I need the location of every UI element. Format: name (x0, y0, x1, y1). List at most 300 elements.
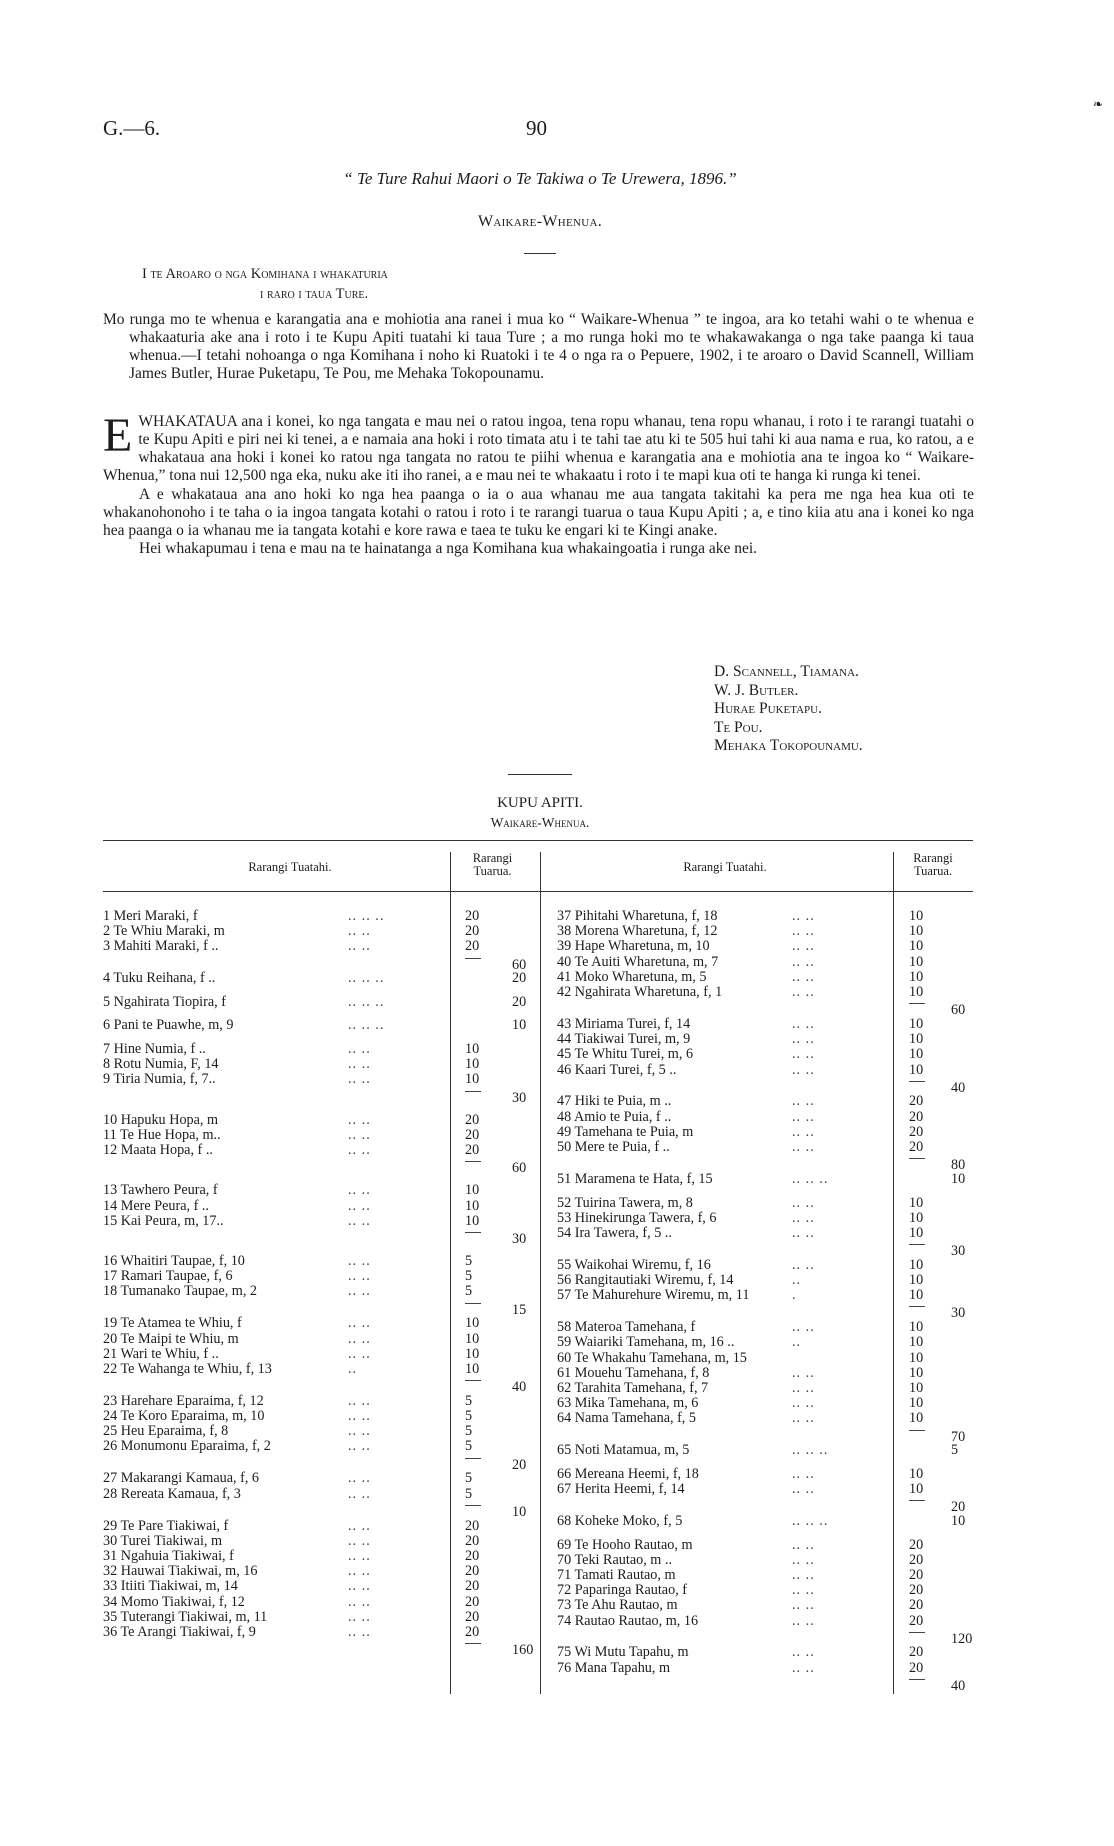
leader-dots: .. .. (792, 1597, 815, 1614)
owner-name: 47 Hiki te Puia, m .. (557, 1093, 672, 1110)
owner-name: 25 Heu Eparaima, f, 8 (103, 1423, 229, 1440)
schedule-row (557, 1334, 902, 1350)
share-value: 20 (465, 1142, 480, 1159)
owner-name: 26 Monumonu Eparaima, f, 2 (103, 1438, 271, 1455)
order-paragraph-1-text: WHAKATAUA ana i konei, ko nga tangata e mau nei o ratou ingoa, tena ropu whanau, tena ropu whanau, i roto i te rarangi tuatahi o te Kupu Apiti e piri nei ki tenei, a e namaia ana hoki i roto timata atu i te tahi tae atu ki te 505 hui tahi ki aua nama e rua, ko ratou, a e whakataua ana hoki i konei ko ratou nga tangata no ratou te piihi whenua e karangatia ana e mohiotia ana te ingoa ko “ Waikare-Whenua,” tona nui 12,500 nga eka, nuku ake iti iho ranei, a e mau nei te whakaatu i roto i te mapi kua oti te hanga ki runga ki tenei. (103, 413, 974, 485)
group-total: 30 (512, 1089, 527, 1106)
share-value: 10 (909, 1272, 924, 1289)
col-header-line-2: Tuarua. (473, 864, 512, 879)
group-total: 60 (512, 956, 527, 973)
schedule-row (103, 1331, 448, 1347)
share-value: 10 (909, 908, 924, 924)
schedule-row (557, 1016, 902, 1032)
left-col-second-header (450, 852, 535, 878)
share-value: 20 (465, 1111, 480, 1128)
leader-dots: .. .. (348, 1608, 371, 1625)
col-header-line-1: Rarangi (913, 851, 953, 865)
signer: D. Scannell, Tiamana. (714, 663, 859, 680)
group-total: 40 (512, 1379, 527, 1396)
schedule-row (557, 1272, 902, 1288)
share-value: 20 (909, 1536, 924, 1553)
signer: Te Pou. (714, 718, 763, 736)
leader-dots: .. .. (348, 1056, 371, 1073)
leader-dots: .. .. (348, 1438, 371, 1455)
schedule-row (557, 908, 902, 924)
schedule-row (103, 1361, 448, 1377)
leader-dots: .. .. (792, 1319, 815, 1336)
leader-dots: .. .. (348, 1268, 371, 1285)
paper-reference: G.—6. (103, 116, 161, 140)
schedule-row (103, 1518, 448, 1534)
share-value: 5 (465, 1485, 473, 1502)
group-total: 10 (512, 1503, 527, 1520)
owner-name: 67 Herita Heemi, f, 14 (557, 1481, 685, 1498)
leader-dots: .. .. (348, 1197, 371, 1214)
schedule-row (103, 938, 448, 954)
owner-name: 30 Turei Tiakiwai, m (103, 1532, 223, 1549)
owner-name: 38 Morena Wharetuna, f, 12 (557, 923, 718, 940)
right-col-second-header (893, 852, 973, 878)
act-title: “ Te Ture Rahui Maori o Te Takiwa o Te Urewera, 1896.” (343, 169, 737, 188)
leader-dots: .. .. (792, 953, 815, 970)
group-total: 160 (512, 1642, 534, 1659)
heading-line-2: i raro i taua Ture. (260, 286, 369, 302)
owner-name: 1 Meri Maraki, f (103, 908, 198, 924)
share-value: 20 (909, 1093, 924, 1110)
schedule-row (557, 984, 902, 1000)
total-dash (909, 1632, 925, 1633)
heading-line-1: I te Aroaro o nga Komihana i whakaturia (142, 266, 388, 282)
leader-dots: .. .. (792, 1046, 815, 1063)
drop-cap: E (103, 409, 133, 462)
schedule-row (557, 1093, 902, 1109)
leader-dots: .. .. (348, 1408, 371, 1425)
share-value: 5 (465, 1423, 473, 1440)
share-value: 20 (465, 1593, 480, 1610)
schedule-row (103, 1253, 448, 1269)
schedule-row (103, 1041, 448, 1057)
owner-name: 65 Noti Matamua, m, 5 (557, 1442, 690, 1459)
leader-dots: .. .. .. (792, 1512, 829, 1529)
owner-name: 52 Tuirina Tawera, m, 8 (557, 1194, 693, 1211)
share-value: 10 (465, 1182, 480, 1199)
leader-dots: .. .. (792, 1395, 815, 1412)
schedule-row (557, 1210, 902, 1226)
owner-name: 36 Te Arangi Tiakiwai, f, 9 (103, 1623, 256, 1640)
owner-name: 23 Harehare Eparaima, f, 12 (103, 1392, 264, 1409)
schedule-row (103, 1486, 448, 1502)
share-value: 10 (909, 1061, 924, 1078)
owner-name: 59 Waiariki Tamehana, m, 16 .. (557, 1334, 735, 1351)
share-value: 10 (909, 1319, 924, 1336)
group-total: 60 (512, 1160, 527, 1177)
schedule-row (557, 1046, 902, 1062)
share-value: 10 (909, 1364, 924, 1381)
schedule-row (557, 969, 902, 985)
schedule-row (557, 1380, 902, 1396)
schedule-row (103, 1142, 448, 1158)
group-total: 10 (951, 1170, 966, 1187)
schedule-title: KUPU APITI. (497, 795, 583, 811)
share-value: 10 (909, 1379, 924, 1396)
leader-dots: .. .. (348, 1563, 371, 1580)
owner-name: 40 Te Auiti Wharetuna, m, 7 (557, 953, 719, 970)
owner-name: 75 Wi Mutu Tapahu, m (557, 1644, 689, 1661)
share-value: 10 (909, 1334, 924, 1351)
leader-dots: .. .. (792, 923, 815, 940)
table-header-rule (103, 891, 973, 892)
owner-name: 72 Paparinga Rautao, f (557, 1582, 688, 1599)
leader-dots: .. .. (348, 1345, 371, 1362)
share-value: 10 (909, 1287, 924, 1304)
leader-dots: .. .. (792, 1659, 815, 1676)
schedule-row (557, 1537, 902, 1553)
schedule-row (557, 1109, 902, 1125)
owner-name: 70 Teki Rautao, m .. (557, 1551, 672, 1568)
order-paragraph-1 (103, 409, 974, 486)
schedule-row (103, 1609, 448, 1625)
title-rule (524, 253, 556, 254)
leader-dots: .. .. (792, 1224, 815, 1241)
signer: W. J. Butler. (714, 681, 799, 699)
owner-name: 56 Rangitautiaki Wiremu, f, 14 (557, 1272, 734, 1289)
schedule-row (557, 954, 902, 970)
leader-dots: .. .. (348, 1532, 371, 1549)
owner-name: 22 Te Wahanga te Whiu, f, 13 (103, 1360, 272, 1377)
leader-dots: .. .. (792, 1644, 815, 1661)
leader-dots: .. .. .. (792, 1442, 829, 1459)
col-header-line-2: Tuarua. (913, 864, 953, 879)
owner-name: 21 Wari te Whiu, f .. (103, 1345, 219, 1362)
schedule-row (103, 1408, 448, 1424)
share-value: 5 (465, 1268, 473, 1285)
share-value: 20 (465, 938, 480, 955)
owner-name: 74 Rautao Rautao, m, 16 (557, 1612, 699, 1629)
schedule-row (103, 1268, 448, 1284)
share-value: 10 (909, 1410, 924, 1427)
owner-name: 5 Ngahirata Tiopira, f (103, 993, 226, 1010)
schedule-row (103, 1624, 448, 1640)
leader-dots: .. (348, 1360, 358, 1377)
total-dash (465, 1643, 481, 1644)
schedule-row (557, 1481, 902, 1497)
share-value: 20 (465, 908, 480, 924)
leader-dots: .. .. .. (348, 993, 385, 1010)
schedule-row (103, 1393, 448, 1409)
group-total: 30 (512, 1230, 527, 1247)
leader-dots: .. .. (348, 1330, 371, 1347)
schedule-row (557, 1350, 902, 1366)
schedule-row (557, 923, 902, 939)
share-value: 10 (909, 1015, 924, 1032)
owner-name: 64 Nama Tamehana, f, 5 (557, 1410, 696, 1427)
preamble-text: Mo runga mo te whenua e karangatia ana e mohiotia ana ranei i mua ko “ Waikare-Whenua ” te ingoa, ara ko tetahi wahi o te whenua e whakaaturia ake ana i roto i te Kupu Apiti tuatahi ki taua Ture ; a mo runga hoki mo te whakawakanga o nga take paanga ki taua whenua.—I tetahi nohoanga o nga Komihana i noho ki Ruatoki i te 4 o nga ra o Pepuere, 1902, i te aroaro o David Scannell, William James Butler, Hurae Puketapu, Te Pou, me Mehaka Tokopounamu. (103, 311, 974, 383)
owner-name: 71 Tamati Rautao, m (557, 1566, 676, 1583)
owner-name: 3 Mahiti Maraki, f .. (103, 938, 219, 955)
owner-name: 73 Te Ahu Rautao, m (557, 1597, 678, 1614)
corner-mark: ❧ (1093, 97, 1104, 111)
owner-name: 58 Materoa Tamehana, f (557, 1319, 696, 1336)
share-value: 20 (909, 1108, 924, 1125)
schedule-row (103, 908, 448, 924)
share-value: 10 (465, 1360, 480, 1377)
signer: Hurae Puketapu. (714, 700, 822, 718)
owner-name: 68 Koheke Moko, f, 5 (557, 1512, 683, 1529)
share-value: 20 (909, 1659, 924, 1676)
schedule-row (557, 1567, 902, 1583)
share-value: 10 (465, 1330, 480, 1347)
group-total: 20 (951, 1499, 966, 1516)
leader-dots: .. .. (792, 1536, 815, 1553)
owner-name: 66 Mereana Heemi, f, 18 (557, 1465, 699, 1482)
left-col-first-header: Rarangi Tuatahi. (248, 860, 332, 874)
signatories (714, 663, 863, 756)
share-value: 20 (465, 1532, 480, 1549)
owner-name: 12 Maata Hopa, f .. (103, 1142, 213, 1159)
owner-name: 2 Te Whiu Maraki, m (103, 923, 225, 940)
schedule-row (557, 1613, 902, 1629)
share-value: 10 (465, 1315, 480, 1332)
total-dash (465, 1458, 481, 1459)
leader-dots: .. .. (348, 1423, 371, 1440)
leader-dots: .. .. (792, 1481, 815, 1498)
share-value: 20 (909, 1644, 924, 1661)
share-value: 10 (465, 1197, 480, 1214)
owner-name: 37 Pihitahi Wharetuna, f, 18 (557, 908, 718, 924)
owner-name: 8 Rotu Numia, F, 14 (103, 1056, 219, 1073)
share-value: 20 (465, 1547, 480, 1564)
schedule-row (103, 1346, 448, 1362)
total-dash (465, 958, 481, 959)
col-header-line-1: Rarangi (472, 851, 513, 865)
share-value: 10 (465, 1056, 480, 1073)
share-value: 20 (909, 1612, 924, 1629)
total-dash (465, 1091, 481, 1092)
share-value: 20 (909, 1139, 924, 1156)
leader-dots: .. .. (348, 1212, 371, 1229)
schedule-row (103, 1423, 448, 1439)
leader-dots: .. .. .. (348, 970, 385, 987)
share-value: 5 (465, 1470, 473, 1487)
leader-dots: .. .. (792, 1612, 815, 1629)
owner-name: 19 Te Atamea te Whiu, f (103, 1315, 242, 1332)
share-value: 20 (909, 1582, 924, 1599)
leader-dots: .. .. (792, 1209, 815, 1226)
owner-name: 41 Moko Wharetuna, m, 5 (557, 968, 707, 985)
leader-dots: .. .. (348, 1253, 371, 1270)
share-value: 20 (465, 1578, 480, 1595)
leader-dots: .. .. (792, 1364, 815, 1381)
leader-dots: .. .. (348, 1470, 371, 1487)
leader-dots: .. .. (792, 1465, 815, 1482)
total-dash (465, 1161, 481, 1162)
leader-dots: .. .. .. (792, 1170, 829, 1187)
total-dash (465, 1380, 481, 1381)
owner-name: 44 Tiakiwai Turei, m, 9 (557, 1031, 691, 1048)
share-value: 5 (465, 1438, 473, 1455)
schedule-row (103, 1198, 448, 1214)
leader-dots: .. .. (348, 1041, 371, 1057)
total-dash (909, 1244, 925, 1245)
leader-dots: .. .. (348, 1283, 371, 1300)
schedule-row (557, 1644, 902, 1660)
total-dash (909, 1081, 925, 1082)
owner-name: 45 Te Whitu Turei, m, 6 (557, 1046, 694, 1063)
group-total: 20 (512, 970, 527, 987)
share-value: 20 (465, 1623, 480, 1640)
share-value: 20 (909, 1123, 924, 1140)
leader-dots: .. (792, 1334, 802, 1351)
schedule-row (557, 1319, 902, 1335)
group-total: 10 (512, 1017, 527, 1034)
leader-dots: .. .. (792, 1015, 815, 1032)
share-value: 20 (465, 1563, 480, 1580)
share-value: 10 (465, 1212, 480, 1229)
schedule-row (557, 1195, 902, 1211)
schedule-row (103, 923, 448, 939)
schedule-row (557, 1062, 902, 1078)
owner-name: 24 Te Koro Eparaima, m, 10 (103, 1408, 265, 1425)
owner-name: 17 Ramari Taupae, f, 6 (103, 1268, 233, 1285)
owner-name: 4 Tuku Reihana, f .. (103, 970, 216, 987)
share-value: 10 (909, 1224, 924, 1241)
owner-name: 29 Te Pare Tiakiwai, f (103, 1517, 229, 1534)
leader-dots: . (792, 1287, 797, 1304)
leader-dots: .. .. (348, 1392, 371, 1409)
owner-name: 48 Amio te Puia, f .. (557, 1108, 672, 1125)
share-value: 10 (909, 1046, 924, 1063)
schedule-row (103, 1071, 448, 1087)
group-total: 80 (951, 1157, 966, 1174)
schedule-row (557, 1171, 902, 1187)
owner-name: 14 Mere Peura, f .. (103, 1197, 209, 1214)
share-value: 5 (465, 1253, 473, 1270)
owner-name: 31 Ngahuia Tiakiwai, f (103, 1547, 234, 1564)
schedule-row (557, 1513, 902, 1529)
table-top-rule (103, 840, 973, 841)
total-dash (909, 1306, 925, 1307)
owner-name: 39 Hape Wharetuna, m, 10 (557, 938, 710, 955)
group-total: 20 (512, 1456, 527, 1473)
schedule-row (557, 1552, 902, 1568)
leader-dots: .. .. (792, 984, 815, 1000)
leader-dots: .. .. (348, 1111, 371, 1128)
schedule-row (557, 1395, 902, 1411)
leader-dots: .. .. (792, 1410, 815, 1427)
schedule-row (557, 1410, 902, 1426)
order-body (103, 409, 974, 558)
schedule-row (103, 1594, 448, 1610)
share-value: 20 (909, 1551, 924, 1568)
leader-dots: .. .. (792, 1256, 815, 1273)
page-number: 90 (526, 116, 547, 140)
share-value: 10 (909, 938, 924, 955)
leader-dots: .. .. (792, 1031, 815, 1048)
owner-name: 16 Whaitiri Taupae, f, 10 (103, 1253, 245, 1270)
schedule-row (557, 1139, 902, 1155)
leader-dots: .. .. (792, 1551, 815, 1568)
schedule-row (557, 1660, 902, 1676)
schedule-row (103, 1283, 448, 1299)
schedule-row (103, 1563, 448, 1579)
total-dash (909, 1430, 925, 1431)
leader-dots: .. .. (348, 1485, 371, 1502)
leader-dots: .. .. (792, 1566, 815, 1583)
total-dash (465, 1303, 481, 1304)
leader-dots: .. .. (348, 1623, 371, 1640)
schedule-row (557, 1124, 902, 1140)
leader-dots: .. .. (348, 1593, 371, 1610)
owner-name: 7 Hine Numia, f .. (103, 1041, 206, 1057)
total-dash (909, 1500, 925, 1501)
share-value: 10 (909, 1395, 924, 1412)
schedule-title-block (0, 794, 1080, 831)
leader-dots: .. .. (348, 1315, 371, 1332)
owner-name: 42 Ngahirata Wharetuna, f, 1 (557, 984, 723, 1000)
owner-name: 53 Hinekirunga Tawera, f, 6 (557, 1209, 717, 1226)
owner-name: 62 Tarahita Tamehana, f, 7 (557, 1379, 709, 1396)
owner-name: 54 Ira Tawera, f, 5 .. (557, 1224, 672, 1241)
schedule-row (557, 1365, 902, 1381)
leader-dots: .. .. (792, 1123, 815, 1140)
schedule-row (103, 1017, 448, 1033)
owner-name: 55 Waikohai Wiremu, f, 16 (557, 1256, 711, 1273)
order-paragraph-3: Hei whakapumau i tena e mau na te hainatanga a nga Komihana kua whakaingoatia i runga ake nei. (139, 539, 758, 557)
owner-name: 63 Mika Tamehana, m, 6 (557, 1395, 699, 1412)
group-total: 120 (951, 1630, 973, 1647)
order-paragraph-2: A e whakataua ana ano hoki ko nga hea paanga o ia o aua whanau me aua tangata takitahi ka pera me nga hea kua oti te whakanohonoho i te taha o ia ingoa tangata kotahi o ratou i roto i te rarangi tuarua o taua Kupu Apiti ; a, e tino kiia atu ana i konei ko nga hea paanga o ia whanau me ia tangata kotahi e kore rawa e taea te tuku ke engari ki te Kingi anake. (103, 485, 974, 539)
total-dash (909, 1158, 925, 1159)
share-value: 5 (465, 1283, 473, 1300)
share-value: 5 (465, 1408, 473, 1425)
schedule-row (103, 1112, 448, 1128)
share-value: 10 (465, 1071, 480, 1088)
share-value: 10 (909, 1031, 924, 1048)
share-value: 10 (909, 1481, 924, 1498)
leader-dots: .. .. (348, 1126, 371, 1143)
preamble (103, 311, 974, 384)
total-dash (909, 1679, 925, 1680)
schedule-row (557, 938, 902, 954)
owner-name: 9 Tiria Numia, f, 7.. (103, 1071, 216, 1088)
leader-dots: .. .. (792, 1582, 815, 1599)
leader-dots: .. .. (348, 923, 371, 940)
court-heading (142, 264, 642, 304)
owner-name: 76 Mana Tapahu, m (557, 1659, 671, 1676)
schedule-row (103, 1213, 448, 1229)
leader-dots: .. .. (348, 1182, 371, 1199)
schedule-subtitle: Waikare-Whenua. (490, 814, 590, 830)
schedule-row (103, 1182, 448, 1198)
owner-name: 57 Te Mahurehure Wiremu, m, 11 (557, 1287, 750, 1304)
schedule-row (557, 1442, 902, 1458)
leader-dots: .. .. (792, 938, 815, 955)
share-value: 5 (465, 1392, 473, 1409)
group-total: 20 (512, 993, 527, 1010)
owner-name: 46 Kaari Turei, f, 5 .. (557, 1061, 677, 1078)
group-total: 10 (951, 1512, 966, 1529)
owner-name: 6 Pani te Puawhe, m, 9 (103, 1017, 234, 1034)
group-total: 15 (512, 1301, 527, 1318)
leader-dots: .. .. .. (348, 1017, 385, 1034)
block-title: Waikare-Whenua. (477, 213, 603, 230)
leader-dots: .. .. (348, 938, 371, 955)
leader-dots: .. .. (792, 908, 815, 924)
owner-name: 60 Te Whakahu Tamehana, m, 15 (557, 1349, 747, 1366)
owner-name: 69 Te Hooho Rautao, m (557, 1536, 693, 1553)
schedule-row (103, 1548, 448, 1564)
leader-dots: .. .. (348, 1142, 371, 1159)
